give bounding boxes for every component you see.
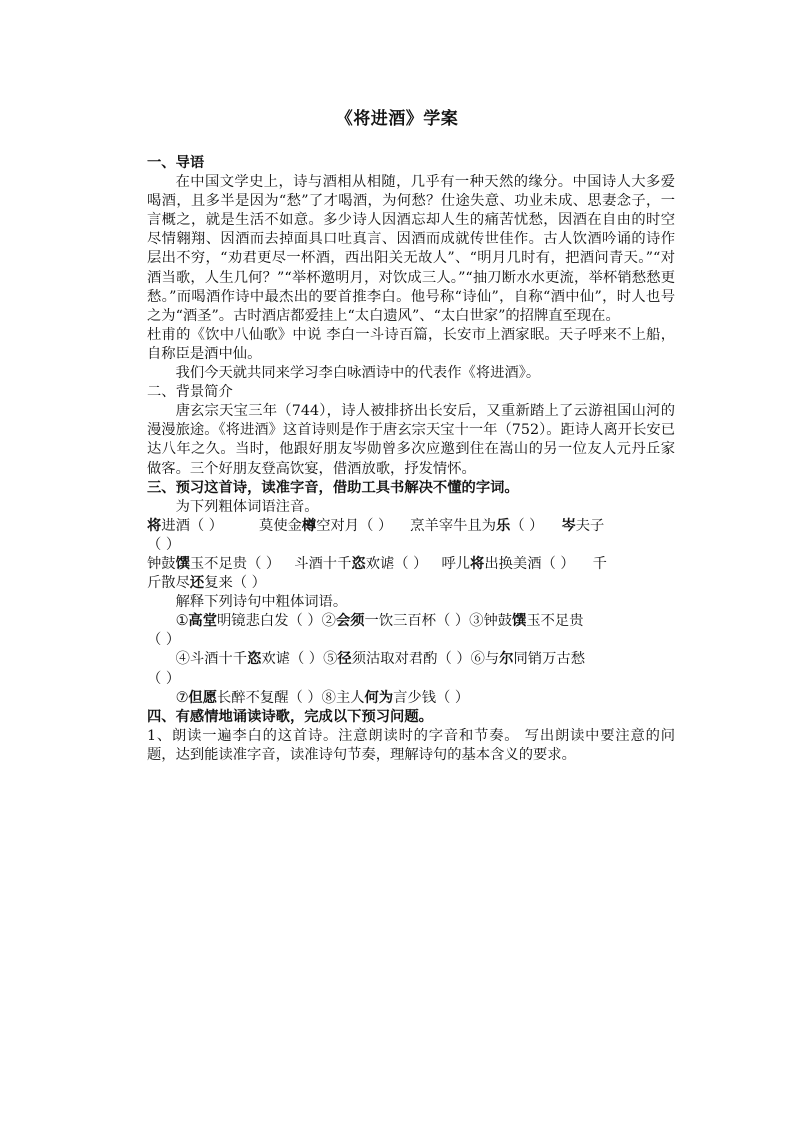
bold-word: 馔 xyxy=(175,555,190,572)
explain-blank: （ ） xyxy=(147,632,181,649)
explain-task-instruction: 解释下列诗句中粗体词语。 xyxy=(175,594,348,611)
bold-word: 何为 xyxy=(364,689,394,706)
bold-word: 径 xyxy=(337,651,352,668)
background-paragraph: 唐玄宗天宝三年（744），诗人被排挤出长安后，又重新踏上了云游祖国山河的漫漫旅途。《将进酒》这首诗则是作于唐玄宗天宝十一年（752）。距诗人离开长安已达八年之久。当时，他跟好朋友岑勋曾多次应邀到住在嵩山的另一位友人元丹丘家做客。三个好朋友登高饮宴，借酒放歌，抒发情怀。 xyxy=(147,403,675,477)
bold-word: 但愿 xyxy=(188,689,218,706)
bold-word: 将 xyxy=(470,555,485,572)
pinyin-line-2: 钟鼓馔玉不足贵（ ） 斗酒十千恣欢谑（ ） 呼儿将出换美酒（ ） 千 xyxy=(147,555,607,572)
section-heading-preview: 三、预习这首诗，读准字音，借助工具书解决不懂的字词。 xyxy=(147,479,519,496)
intro-paragraph-2: 杜甫的《饮中八仙歌》中说 李白一斗诗百篇，长安市上酒家眠。天子呼来不上船，自称臣是酒中仙。 xyxy=(147,326,675,362)
document-body xyxy=(147,154,675,765)
section-heading-reading: 四、有感情地诵读诗歌，完成以下预习问题。 xyxy=(147,708,433,725)
bold-word: 会须 xyxy=(335,613,365,630)
explain-line-2: ④斗酒十千恣欢谑（ ）⑤径须沽取对君酌（ ）⑥与尔同销万古愁 xyxy=(175,651,585,668)
intro-paragraph-1: 在中国文学史上，诗与酒相从相随，几乎有一种天然的缘分。中国诗人大多爱喝酒，且多半是因为“愁”了才喝酒，为何愁？仕途失意、功业未成、思妻念子，一言概之，就是生活不如意。多少诗人因酒忘却人生的痛苦忧愁，因酒在自由的时空尽情翱翔、因酒而去掉面具口吐真言、因酒而成就传世佳作。古人饮酒吟诵的诗作层出不穷，“劝君更尽一杯酒，西出阳关无故人”、“明月几时有，把酒问青天。”“对酒当歌，人生几何？”“举杯邀明月，对饮成三人。”“抽刀断水水更流，举杯销愁愁更愁。”而喝酒作诗中最杰出的要首推李白。他号称“诗仙”，自称“酒中仙”，时人也号之为“酒圣”。古时酒店都爱挂上“太白遗风”、“太白世家”的招牌直至现在。 xyxy=(147,174,675,324)
pinyin-task-instruction: 为下列粗体词语注音。 xyxy=(175,498,319,515)
bold-word: 乐 xyxy=(496,517,511,534)
intro-paragraph-3: 我们今天就共同来学习李白咏酒诗中的代表作《将进酒》。 xyxy=(175,365,541,382)
bold-word: 恣 xyxy=(351,555,366,572)
explain-line-3: ⑦但愿长醉不复醒（ ）⑧主人何为言少钱（ ） xyxy=(175,689,470,706)
bold-word: 尔 xyxy=(499,651,514,668)
explain-blank: （ ） xyxy=(147,670,181,687)
bold-word: 樽 xyxy=(301,517,317,534)
explain-line-1: ①高堂明镜悲白发（ ）②会须一饮三百杯（ ）③钟鼓馔玉不足贵 xyxy=(175,613,584,630)
pinyin-blank: （ ） xyxy=(147,536,181,553)
bold-word: 岑 xyxy=(561,517,576,534)
pinyin-line-3: 斤散尽还复来（ ） xyxy=(147,575,266,592)
section-heading-background: 二、背景简介 xyxy=(147,384,233,401)
bold-word: 将 xyxy=(147,517,162,534)
bold-word: 高堂 xyxy=(188,613,218,630)
section-heading-intro: 一、导语 xyxy=(147,155,205,171)
bold-word: 恣 xyxy=(247,651,262,668)
reading-task-paragraph: 1、朗读一遍李白的这首诗。注意朗读时的字音和节奏。 写出朗读中要注意的问题，达到能读准字音，读准诗句节奏，理解诗句的基本含义的要求。 xyxy=(147,727,675,763)
bold-word: 还 xyxy=(189,575,205,592)
pinyin-line-1: 将进酒（ ） 莫使金樽空对月（ ） 烹羊宰牛且为乐（ ） 岑夫子 xyxy=(147,517,605,534)
document-title: 《将进酒》学案 xyxy=(335,109,459,129)
bold-word: 馔 xyxy=(512,613,527,630)
